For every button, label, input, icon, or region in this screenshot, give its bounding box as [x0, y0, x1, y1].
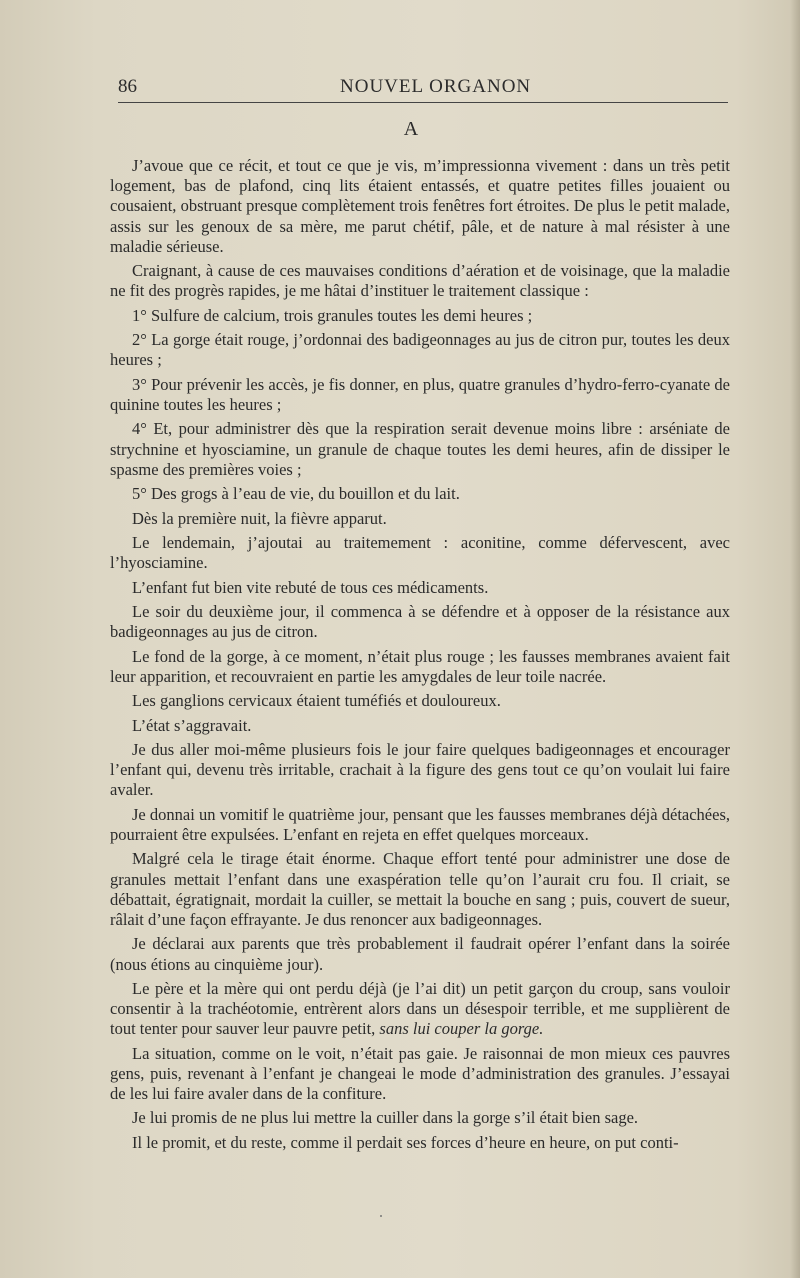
page-edge-shadow [790, 0, 800, 1278]
paragraph: L’enfant fut bien vite rebuté de tous ces médicaments. [132, 577, 489, 597]
paragraph: Je lui promis de ne plus lui mettre la cuiller dans la gorge s’il était bien sage. [132, 1108, 639, 1128]
paragraph: 5° Des grogs à l’eau de vie, du bouillon et du lait. [132, 484, 460, 504]
section-letter: A [403, 118, 419, 140]
paragraph: Je dus aller moi-même plusieurs fois le jour faire quelques badigeonnages et encourager l’enfant qui, devenu très irritable, crachait à la figure des gens tout ce qu’on voulait lui faire avaler. [110, 739, 730, 800]
paragraph: Malgré cela le tirage était énorme. Chaque effort tenté pour administrer une dose de granules mettait l’enfant dans une exaspération telle qu’on l’aurait cru fou. Il criait, se débattait, égratignait, mordait la cuiller, se mettait la bouche en sang ; puis, couvert de sueur, râlait d’une façon effrayante. Je dus renoncer aux badigeonnages. [110, 849, 730, 929]
paragraph: Il le promit, et du reste, comme il perdait ses forces d’heure en heure, on put conti- [132, 1132, 679, 1152]
running-title: NOUVEL ORGANON [340, 76, 532, 97]
paragraph: Je donnai un vomitif le quatrième jour, pensant que les fausses membranes déjà détachées, pourraient être expulsées. L’enfant en rejeta en effet quelques morceaux. [110, 804, 730, 844]
paragraph: Craignant, à cause de ces mauvaises conditions d’aération et de voisinage, que la maladie ne fit des progrès rapides, je me hâtai d’instituer le traitement classique : [110, 261, 730, 301]
paragraph: J’avoue que ce récit, et tout ce que je vis, m’impressionna vivement : dans un très petit logement, bas de plafond, cinq lits étaient entassés, et quatre petites filles jouaient ou cousaient, obstruant presque complètement trois fenêtres fort étroites. De plus le petit malade, assis sur les genoux de sa mère, me parut chétif, pâle, et de nature à mal résister à une maladie sérieuse. [110, 156, 730, 256]
paragraph: L’état s’aggravait. [132, 715, 252, 735]
paragraph: La situation, comme on le voit, n’était pas gaie. Je raisonnai de mon mieux ces pauvres gens, puis, revenant à l’enfant je changeai le mode d’administration des granules. J’essayai de les lui faire avaler dans de la confiture. [110, 1043, 730, 1104]
header-rule [118, 102, 728, 103]
paragraph: 4° Et, pour administrer dès que la respiration serait devenue moins libre : arséniate de strychnine et hyosciamine, un granule de chaque toutes les demi heures, afin de dissiper le spasme des premières voies ; [110, 419, 730, 479]
paragraph [110, 979, 730, 1040]
paragraph: Dès la première nuit, la fièvre apparut. [132, 508, 387, 528]
body-text [110, 156, 730, 1157]
paragraph-text: Le père et la mère qui ont perdu déjà (je l’ai dit) un petit garçon du croup, sans vouloir consentir à la trachéotomie, entrèrent alors dans un désespoir terrible, et me supplièrent de tout tenter pour sauver leur pauvre petit, [110, 978, 730, 1039]
paragraph: Les ganglions cervicaux étaient tuméfiés et douloureux. [132, 691, 501, 711]
paragraph: 1° Sulfure de calcium, trois granules toutes les demi heures ; [132, 305, 533, 325]
paragraph: Le soir du deuxième jour, il commenca à se défendre et à opposer de la résistance aux badigeonnages au jus de citron. [110, 601, 730, 642]
page-header [118, 72, 728, 102]
italic-phrase: sans lui couper la gorge. [379, 1019, 544, 1039]
paper-speck [380, 1215, 382, 1217]
paragraph: Le fond de la gorge, à ce moment, n’était plus rouge ; les fausses membranes avaient fait leur apparition, et recouvraient en partie les amygdales de leur toile nacrée. [110, 646, 730, 686]
paragraph: 3° Pour prévenir les accès, je fis donner, en plus, quatre granules d’hydro-ferro-cyanate de quinine toutes les heures ; [110, 374, 730, 414]
paragraph: Je déclarai aux parents que très probablement il faudrait opérer l’enfant dans la soirée (nous étions au cinquième jour). [110, 934, 730, 974]
page-number: 86 [118, 76, 137, 97]
paragraph: 2° La gorge était rouge, j’ordonnai des badigeonnages au jus de citron pur, toutes les deux heures ; [110, 330, 730, 370]
paragraph: Le lendemain, j’ajoutai au traitemement : aconitine, comme défervescent, avec l’hyosciamine. [110, 532, 730, 573]
